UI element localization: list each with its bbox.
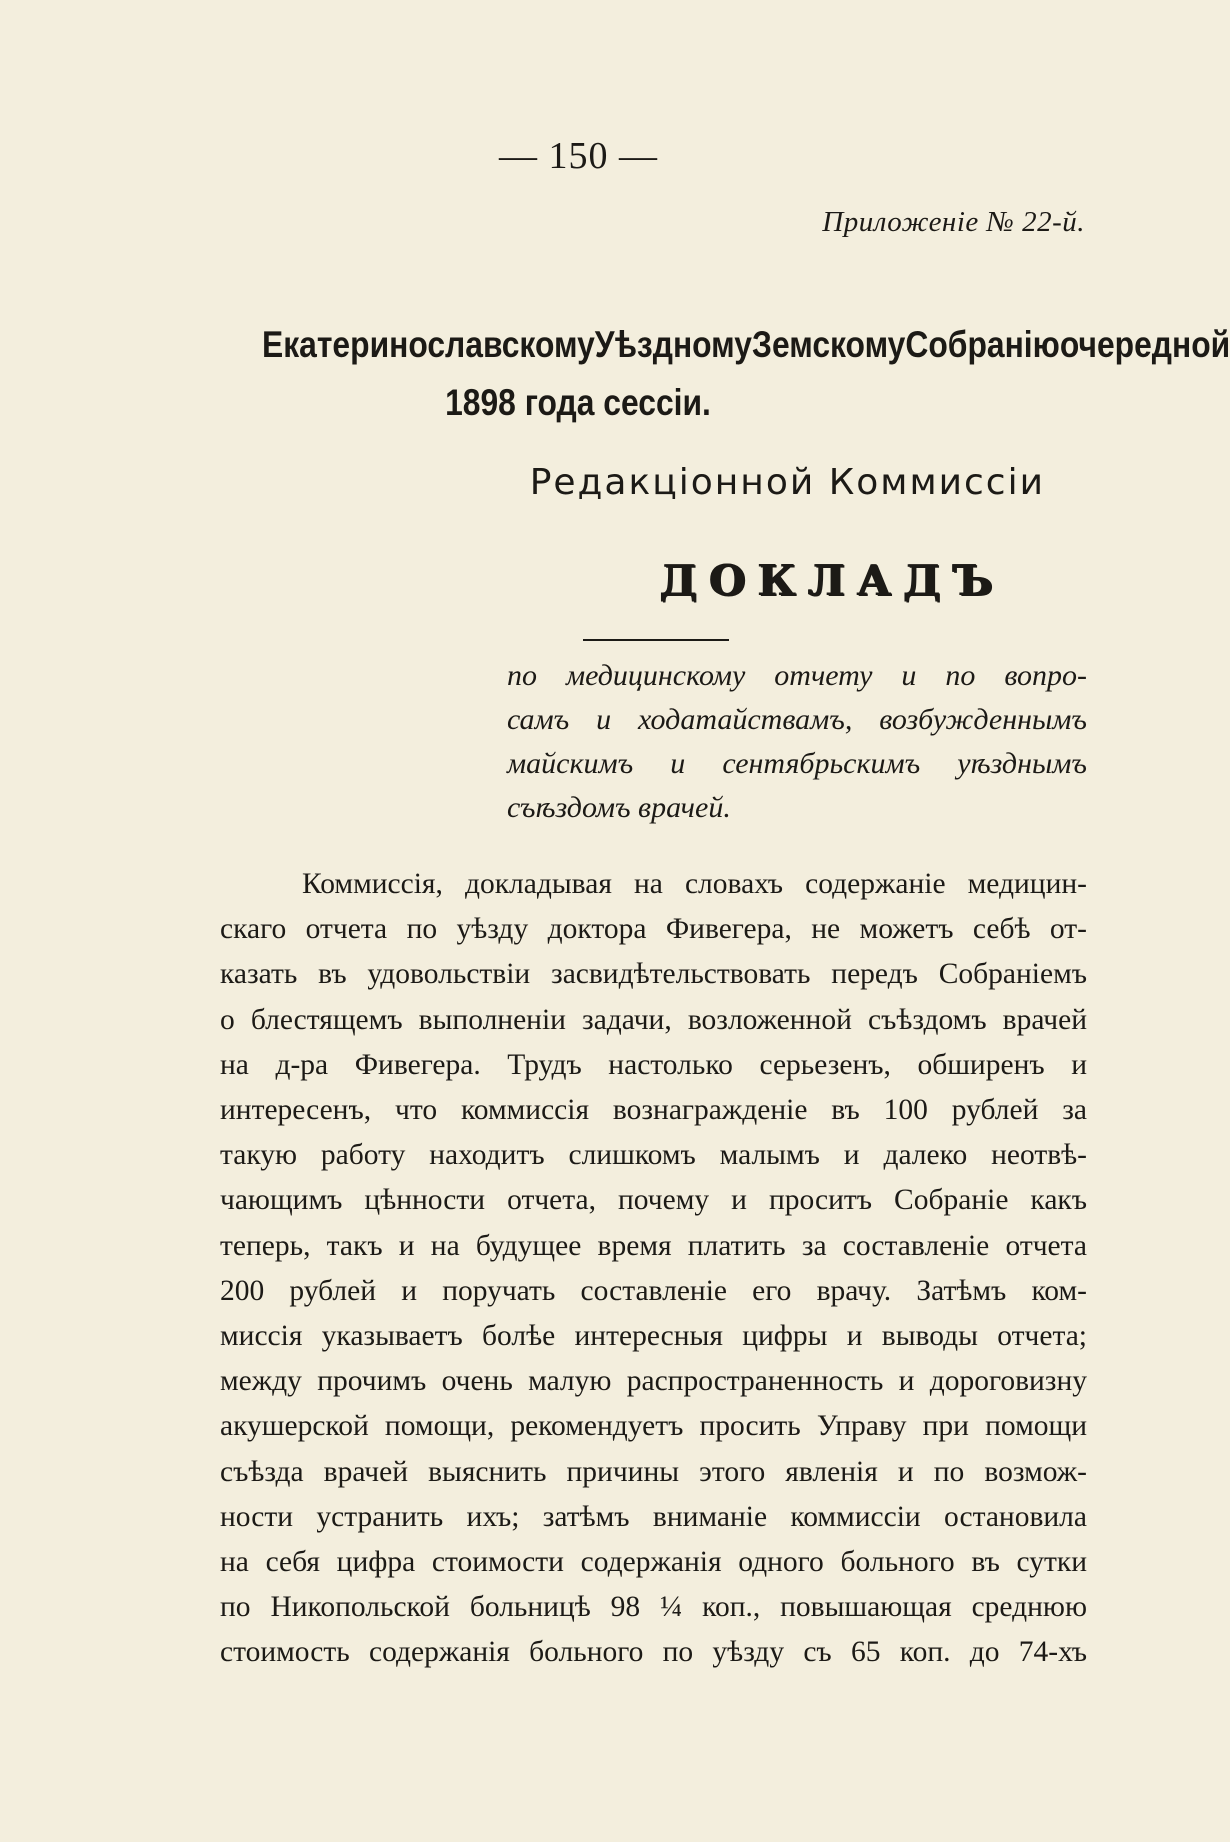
body-line: о блестящемъ выполненіи задачи, возложенной съѣздомъ врачей — [220, 1003, 1087, 1036]
body-line: съѣзда врачей выяснить причины этого явленія и по возмож- — [220, 1455, 1087, 1488]
subject-line: по медицинскому отчету и по вопро- — [507, 659, 1087, 692]
addressee-word: Собранію — [905, 324, 1060, 365]
body-line: миссія указываетъ болѣе интересныя цифры и выводы отчета; — [220, 1320, 1087, 1353]
addressee-word: Уѣздному — [594, 324, 753, 365]
body-line: ности устранить ихъ; затѣмъ вниманіе коммиссіи остановила — [220, 1500, 1087, 1533]
appendix-label: Приложеніе № 22-й. — [822, 206, 1085, 238]
body-line: Коммиссія, докладывая на словахъ содержаніе медицин- — [302, 868, 1087, 900]
body-line: акушерской помощи, рекомендуетъ просить Управу при помощи — [220, 1410, 1087, 1443]
body-line: по Никопольской больницѣ 98 ¼ коп., повышающая среднюю — [220, 1591, 1087, 1624]
body-line: 200 рублей и поручать составленіе его врачу. Затѣмъ ком- — [220, 1274, 1087, 1307]
addressee-line-2: 1898 года сессіи. — [445, 382, 711, 423]
body-line: на д-ра Фивегера. Трудъ настолько серьезенъ, обширенъ и — [220, 1048, 1087, 1081]
body-line: казать въ удовольствіи засвидѣтельствовать передъ Собраніемъ — [220, 958, 1087, 991]
subject-line: майскимъ и сентябрьскимъ уѣзднымъ — [507, 747, 1087, 780]
report-title: ДОКЛАДЪ — [660, 556, 1006, 605]
divider-rule — [583, 639, 729, 641]
addressee-word: Земскому — [752, 324, 906, 365]
report-subject — [507, 654, 1087, 830]
addressee-heading — [262, 316, 1230, 432]
body-line: такую работу находитъ слишкомъ малымъ и далеко неотвѣ- — [220, 1139, 1087, 1172]
subject-line: самъ и ходатайствамъ, возбужденнымъ — [507, 703, 1087, 736]
page-number: — 150 — — [499, 135, 658, 177]
addressee-word: Екатеринославскому — [262, 324, 595, 365]
body-line: теперь, такъ и на будущее время платить за составленіе отчета — [220, 1229, 1087, 1262]
commission-heading: Редакціонной Коммиссіи — [529, 462, 1045, 503]
body-line: стоимость содержанія больного по уѣзду съ 65 коп. до 74-хъ — [220, 1636, 1087, 1669]
body-paragraph — [220, 862, 1087, 1676]
subject-line: съѣздомъ врачей. — [507, 791, 731, 824]
body-line: интересенъ, что коммиссія вознагражденіе въ 100 рублей за — [220, 1094, 1087, 1127]
addressee-line-1 — [262, 316, 1230, 374]
body-line: чающимъ цѣнности отчета, почему и проситъ Собраніе какъ — [220, 1184, 1087, 1217]
body-line: на себя цифра стоимости содержанія одного больного въ сутки — [220, 1546, 1087, 1579]
addressee-word: очередной — [1059, 324, 1230, 365]
body-line: скаго отчета по уѣзду доктора Фивегера, не можетъ себѣ от- — [220, 913, 1087, 946]
body-line: между прочимъ очень малую распространенность и дороговизну — [220, 1365, 1087, 1398]
